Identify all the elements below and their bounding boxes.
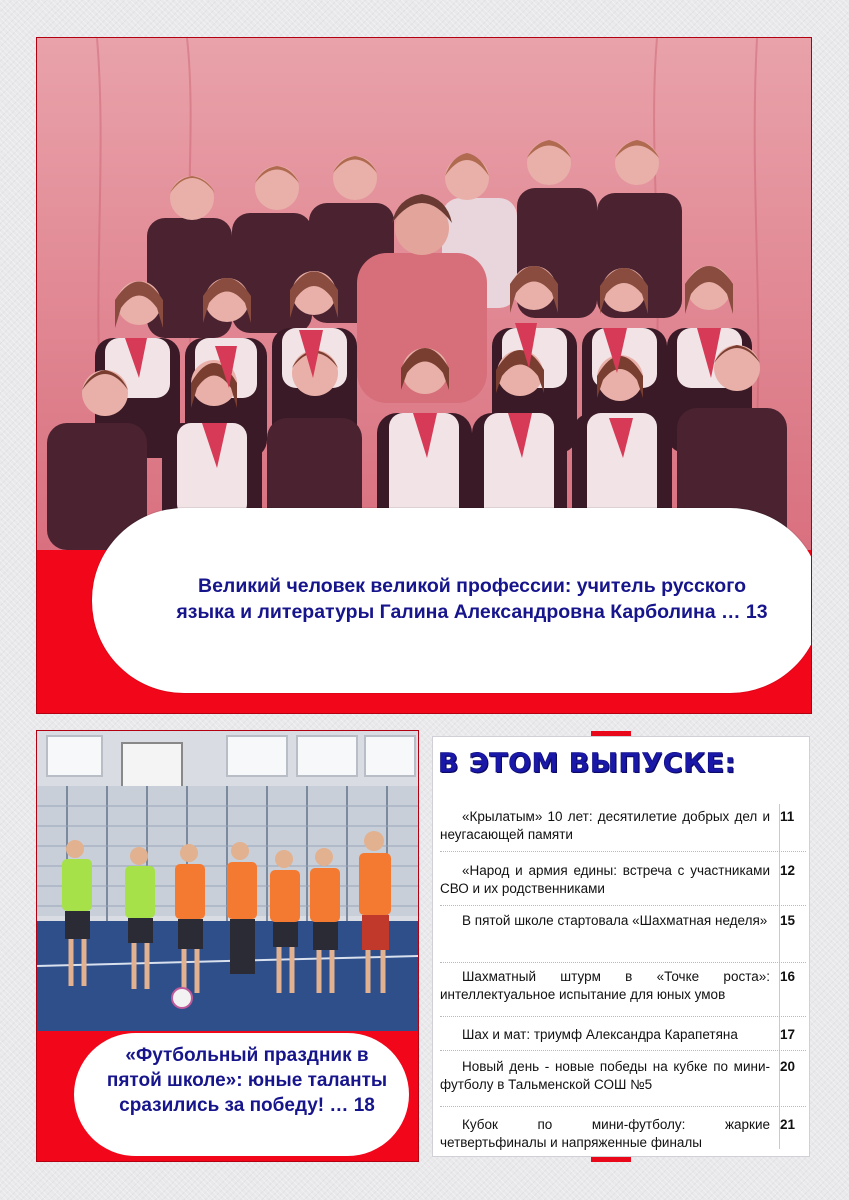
toc-item-page: 15	[780, 913, 796, 928]
toc-divider	[440, 1016, 806, 1017]
toc-item-page: 17	[780, 1027, 796, 1042]
toc-divider	[440, 962, 806, 963]
toc-item-page: 16	[780, 969, 796, 984]
toc-divider	[440, 1106, 806, 1107]
football-photo	[37, 731, 418, 1031]
football-caption-line: пятой школе»: юные таланты	[106, 1070, 388, 1091]
toc-divider	[440, 851, 806, 852]
top-caption-line: языка и литературы Галина Александровна Карболина … 13	[176, 601, 768, 623]
football-photo-illustration	[37, 731, 418, 1031]
top-caption-line: Великий человек великой профессии: учитель русского	[198, 575, 746, 597]
toc-accent-bar-bottom	[591, 1157, 631, 1162]
toc-divider	[440, 1050, 806, 1051]
top-feature-caption[interactable]	[132, 573, 812, 625]
football-caption-line: «Футбольный праздник в	[125, 1045, 369, 1066]
toc-item-title: Шах и мат: триумф Александра Карапетяна	[462, 1027, 738, 1042]
class-photo-illustration	[37, 38, 811, 550]
toc-item-title: В пятой школе стартовала «Шахматная неделя»	[462, 913, 768, 928]
toc-item-title: «Народ и армия едины: встреча с участниками СВО и их родственниками	[440, 863, 770, 896]
football-caption-line: сразились за победу! … 18	[119, 1095, 375, 1116]
toc-item-title: Новый день - новые победы на кубке по мини-футболу в Тальменской СОШ №5	[440, 1059, 770, 1092]
football-feature-caption[interactable]	[97, 1043, 397, 1118]
class-photo	[37, 38, 811, 550]
toc-item-title: Кубок по мини-футболу: жаркие четвертьфиналы и напряженные финалы	[440, 1117, 770, 1150]
toc-item-title: «Крылатым» 10 лет: десятилетие добрых дел и неугасающей памяти	[440, 809, 770, 842]
toc-divider	[440, 905, 806, 906]
feature-top[interactable]	[36, 37, 812, 714]
toc-item-page: 12	[780, 863, 796, 878]
toc-heading: В ЭТОМ ВЫПУСКЕ:	[438, 748, 737, 779]
feature-football[interactable]	[36, 730, 419, 1162]
toc-item-page: 21	[780, 1117, 796, 1132]
toc-item-page: 20	[780, 1059, 796, 1074]
toc-item-title: Шахматный штурм в «Точке роста»: интеллектуальное испытание для юных умов	[440, 969, 770, 1002]
toc-item-page: 11	[780, 809, 795, 824]
